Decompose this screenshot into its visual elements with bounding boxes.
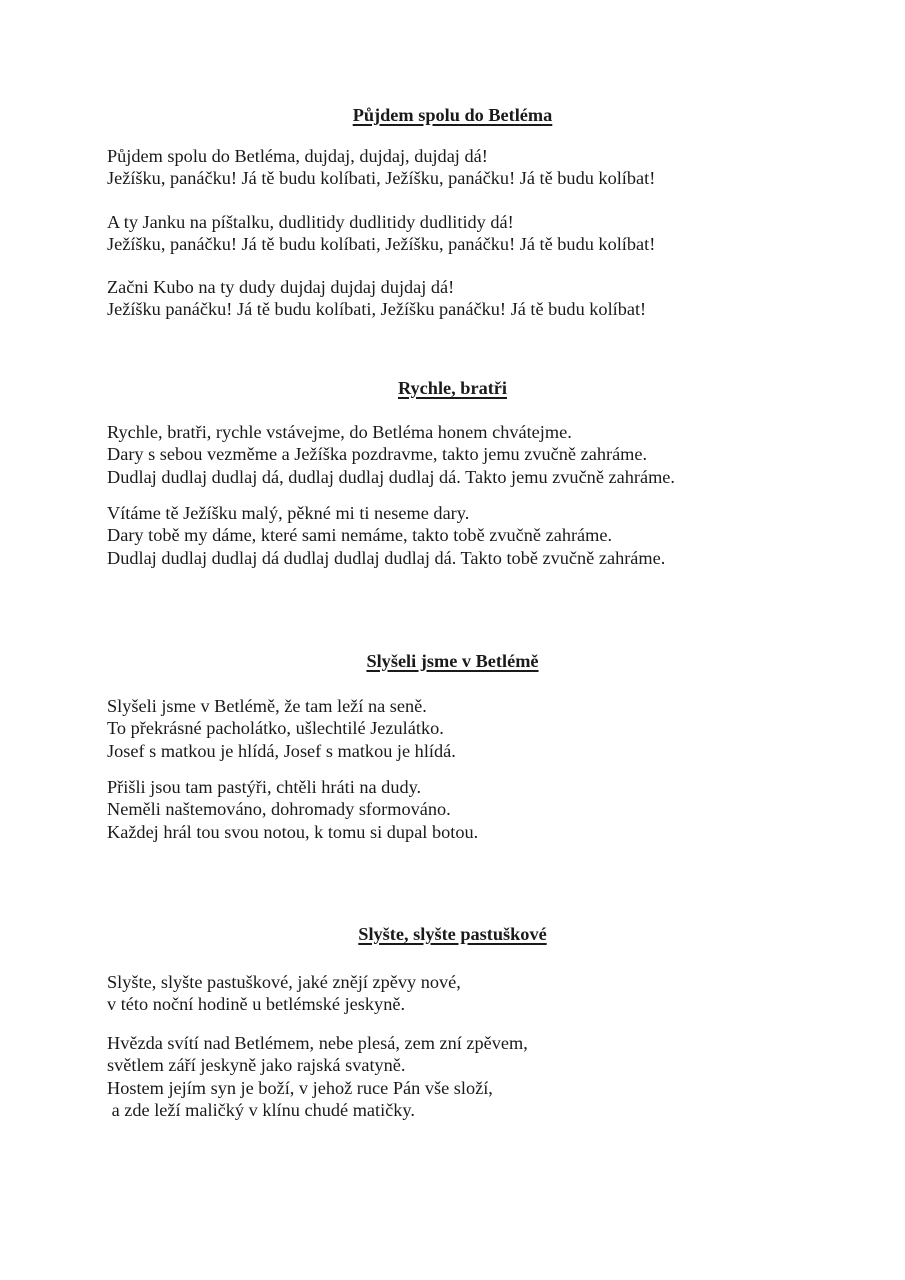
stanza bbox=[107, 971, 461, 1016]
stanza bbox=[107, 776, 478, 843]
lyric-line: Hostem jejím syn je boží, v jehož ruce Pán vše složí, bbox=[107, 1077, 493, 1098]
stanza bbox=[107, 1032, 528, 1122]
lyric-line: světlem září jeskyně jako rajská svatyně. bbox=[107, 1055, 406, 1076]
lyric-line: Půjdem spolu do Betléma, dujdaj, dujdaj, dujdaj dá! bbox=[107, 145, 488, 166]
lyric-line: Přišli jsou tam pastýři, chtěli hráti na dudy. bbox=[107, 777, 422, 797]
lyric-line: Ježíšku, panáčku! Já tě budu kolíbati, Ježíšku, panáčku! Já tě budu kolíbat! bbox=[107, 234, 656, 255]
lyric-line: Dudlaj dudlaj dudlaj dá dudlaj dudlaj dudlaj dá. Takto tobě zvučně zahráme. bbox=[107, 547, 666, 568]
lyric-line: Ježíšku, panáčku! Já tě budu kolíbati, Ježíšku, panáčku! Já tě budu kolíbat! bbox=[107, 167, 656, 188]
lyric-line: To překrásné pacholátko, ušlechtilé Jezulátko. bbox=[107, 718, 444, 739]
stanza bbox=[107, 276, 646, 321]
lyric-line: Rychle, bratři, rychle vstávejme, do Betléma honem chvátejme. bbox=[107, 422, 572, 442]
song-title: Slyšeli jsme v Betlémě bbox=[366, 650, 539, 671]
stanza bbox=[107, 211, 655, 256]
lyric-line: Slyšeli jsme v Betlémě, že tam leží na seně. bbox=[107, 696, 427, 716]
lyric-line: Každej hrál tou svou notou, k tomu si dupal botou. bbox=[107, 821, 479, 842]
song-title: Půjdem spolu do Betléma bbox=[352, 105, 553, 125]
lyric-line: Slyšte, slyšte pastuškové, jaké znějí zpěvy nové, bbox=[107, 972, 461, 992]
stanza bbox=[107, 145, 655, 190]
lyric-line: Neměli naštemováno, dohromady sformováno. bbox=[107, 799, 451, 820]
song-title: Slyšte, slyšte pastuškové bbox=[358, 924, 547, 944]
lyric-line: Dary tobě my dáme, které sami nemáme, takto tobě zvučně zahráme. bbox=[107, 525, 613, 546]
lyric-line: Ježíšku panáčku! Já tě budu kolíbati, Ježíšku panáčku! Já tě budu kolíbat! bbox=[107, 299, 647, 320]
stanza bbox=[107, 695, 456, 762]
lyric-line: v této noční hodině u betlémské jeskyně. bbox=[107, 994, 406, 1015]
lyric-line: Vítáme tě Ježíšku malý, pěkné mi ti neseme dary. bbox=[107, 503, 470, 523]
lyric-line: a zde leží maličký v klínu chudé matičky. bbox=[107, 1100, 415, 1121]
lyric-line: Začni Kubo na ty dudy dujdaj dujdaj dujdaj dá! bbox=[107, 277, 455, 297]
lyric-line: Hvězda svítí nad Betlémem, nebe plesá, zem zní zpěvem, bbox=[107, 1033, 528, 1053]
song-title: Rychle, bratři bbox=[397, 378, 508, 398]
lyric-line: Dary s sebou vezměme a Ježíška pozdravme, takto jemu zvučně zahráme. bbox=[107, 444, 648, 465]
lyric-line: A ty Janku na píštalku, dudlitidy dudlitidy dudlitidy dá! bbox=[107, 212, 514, 232]
stanza bbox=[107, 502, 665, 569]
stanza bbox=[107, 421, 675, 488]
lyric-line: Josef s matkou je hlídá, Josef s matkou je hlídá. bbox=[107, 740, 456, 761]
lyric-line: Dudlaj dudlaj dudlaj dá, dudlaj dudlaj dudlaj dá. Takto jemu zvučně zahráme. bbox=[107, 466, 675, 487]
